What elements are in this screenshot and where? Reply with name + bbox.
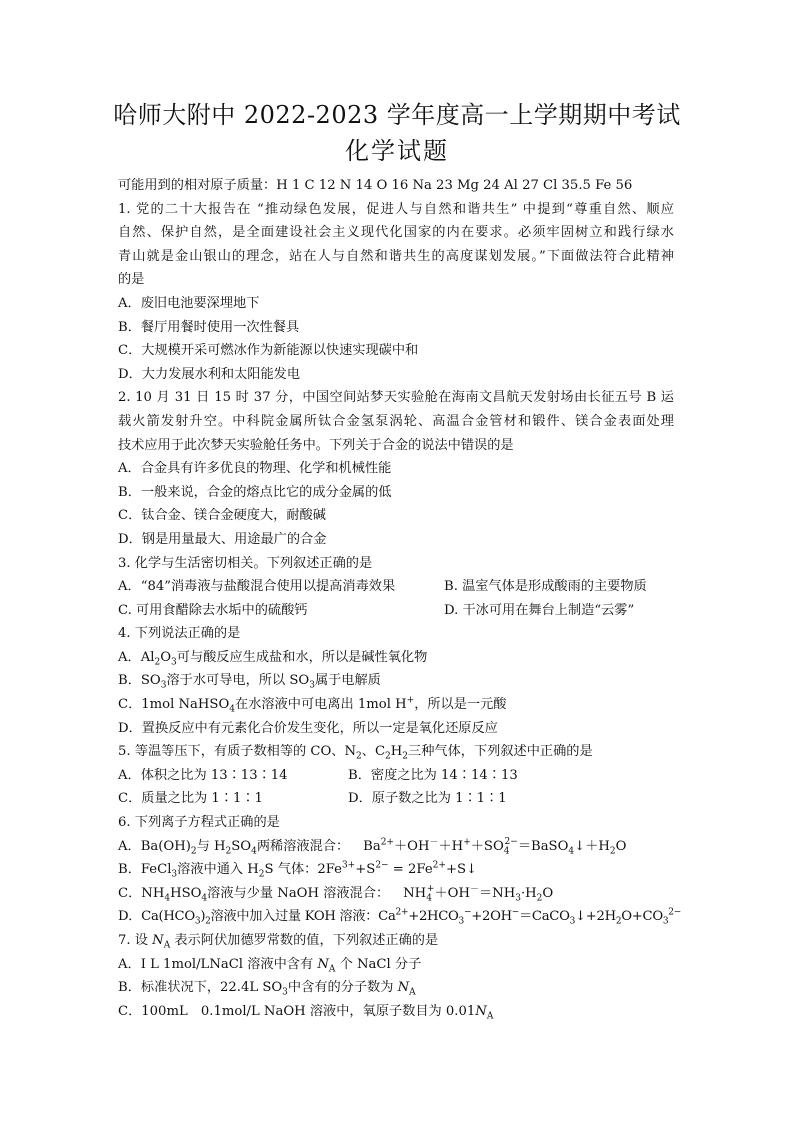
question-4 [118,622,674,740]
q4-option-b: B．$SO_3$溶于水可导电，所以 $SO_3$属于电解质 [118,673,381,692]
q4-option-a: A．$Al_2O_3$可与酸反应生成盐和水，所以是碱性氧化物 [118,649,428,668]
q2-stem-line: 技术应用于此次梦天实验舱任务中。下列关于合金的说法中错误的是 [118,437,514,453]
question-1 [118,198,674,387]
q6-option-c: C．$NH_4HSO_4$溶液与少量 NaOH 溶液混合： $NH_4^++OH^-=NH_3\cdot H_2O$ [118,884,554,904]
q1-option-d: D．大力发展水利和太阳能发电 [118,366,301,382]
q3-option-d: D. 干冰可用在舞台上制造“云雾” [444,602,635,618]
q2-option-b: B．一般来说，合金的熔点比它的成分金属的低 [118,484,392,500]
q5-option-c: C．质量之比为 1∶1∶1 [118,791,263,807]
q3-option-b: B. 温室气体是形成酸雨的主要物质 [444,579,647,595]
question-3 [118,552,674,623]
q1-option-a: A．废旧电池要深埋地下 [118,295,260,311]
q1-stem-line: 1. 党的二十大报告在 “推动绿色发展，促进人与自然和谐共生” 中提到“尊重自然、顺应 [118,201,674,217]
q4-option-c: C．1mol NaHSO$_4$在水溶液中可电离出 1mol H+，所以是一元酸 [118,695,507,715]
q7-stem: 7. 设 $N_A$ 表示阿伏加德罗常数的值，下列叙述正确的是 [118,933,439,951]
exam-title: 哈师大附中 2022-2023 学年度高一上学期期中考试 [113,101,681,129]
q4-option-d: D．置换反应中有元素化合价发生变化，所以一定是氧化还原反应 [118,720,498,736]
q1-stem-line: 自然、保护自然，是全面建设社会主义现代化国家的内在要求。必须牢固树立和践行绿水 [118,225,674,241]
question-6 [118,811,681,929]
q2-option-a: A．合金具有许多优良的物理、化学和机械性能 [118,461,392,477]
q6-option-a: A．$Ba(OH)_2$与 $H_2SO_4$两稀溶液混合： $Ba^{2+}+OH^-+H^++SO_4^{2-}=BaSO_4↓+H_2O$ [118,837,627,857]
question-7 [118,929,674,1023]
q2-option-c: C．钛合金、镁合金硬度大，耐酸碱 [118,508,326,524]
q2-stem-line: 载火箭发射升空。中科院金属所钛合金氢泵涡轮、高温合金管材和锻件、镁合金表面处理 [118,413,674,429]
q1-stem-line: 的是 [118,272,145,288]
q5-option-d: D．原子数之比为 1∶1∶1 [348,791,507,807]
q6-option-b: B．FeCl$_3$溶液中通入 $H_2S$ 气体：$2Fe^{3+}+S^{2-}$ = $2Fe^{2+}+S↓$ [118,860,478,880]
q3-stem: 3. 化学与生活密切相关。下列叙述正确的是 [118,555,373,571]
q5-options-row [118,787,674,811]
q1-option-c: C．大规模开采可燃冰作为新能源以快速实现碳中和 [118,343,419,359]
q4-stem: 4. 下列说法正确的是 [118,626,241,642]
q2-option-d: D．钢是用量最大、用途最广的合金 [118,531,327,547]
exam-body [118,174,681,1023]
q7-option-a: A．I L 1mol/LNaCl 溶液中含有 $N_A$ 个 NaCl 分子 [118,956,422,975]
q1-stem-line: 青山就是金山银山的理念，站在人与自然和谐共生的高度谋划发展。”下面做法符合此精神 [118,248,674,264]
q1-option-b: B．餐厅用餐时使用一次性餐具 [118,319,300,335]
q3-options-row [118,599,674,623]
atomic-masses-note: 可能用到的相对原子质量：H 1 C 12 N 14 O 16 Na 23 Mg 24 Al 27 Cl 35.5 Fe 56 [118,178,633,193]
q5-stem: 5. 等温等压下，有质子数相等的 CO、$N_2$、$C_2H_2$三种气体，下列叙述中正确的是 [118,744,593,762]
q6-stem: 6. 下列离子方程式正确的是 [118,815,280,831]
question-5 [118,740,674,811]
q5-option-b: B．密度之比为 14∶14∶13 [348,767,518,783]
q3-option-a: A．“84”消毒液与盐酸混合使用以提高消毒效果 [118,579,396,595]
q2-stem-line: 2. 10 月 31 日 15 时 37 分，中国空间站梦天实验舱在海南文昌航天发射场由长征五号 B 运 [118,390,674,406]
q3-options-row [118,575,674,599]
q3-option-c: C. 可用食醋除去水垢中的硫酸钙 [118,602,308,618]
q7-option-c: C．100mL 0.1mol/L NaOH 溶液中，氧原子数目为 $0.01N_A$ [118,1003,494,1022]
q5-option-a: A．体积之比为 13∶13∶14 [118,767,288,783]
q7-option-b: B．标准状况下，22.4L $SO_3$中含有的分子数为 $N_A$ [118,980,416,998]
exam-subtitle: 化学试题 [345,137,449,165]
question-2 [118,386,674,551]
q5-options-row [118,764,674,788]
q6-option-d: D．$Ca(HCO_3)_2$溶液中加入过量 KOH 溶液：$Ca^{2+}+2HCO_3^-+2OH^-=CaCO_3↓+2H_2O+CO_3^{2-}$ [118,908,681,928]
